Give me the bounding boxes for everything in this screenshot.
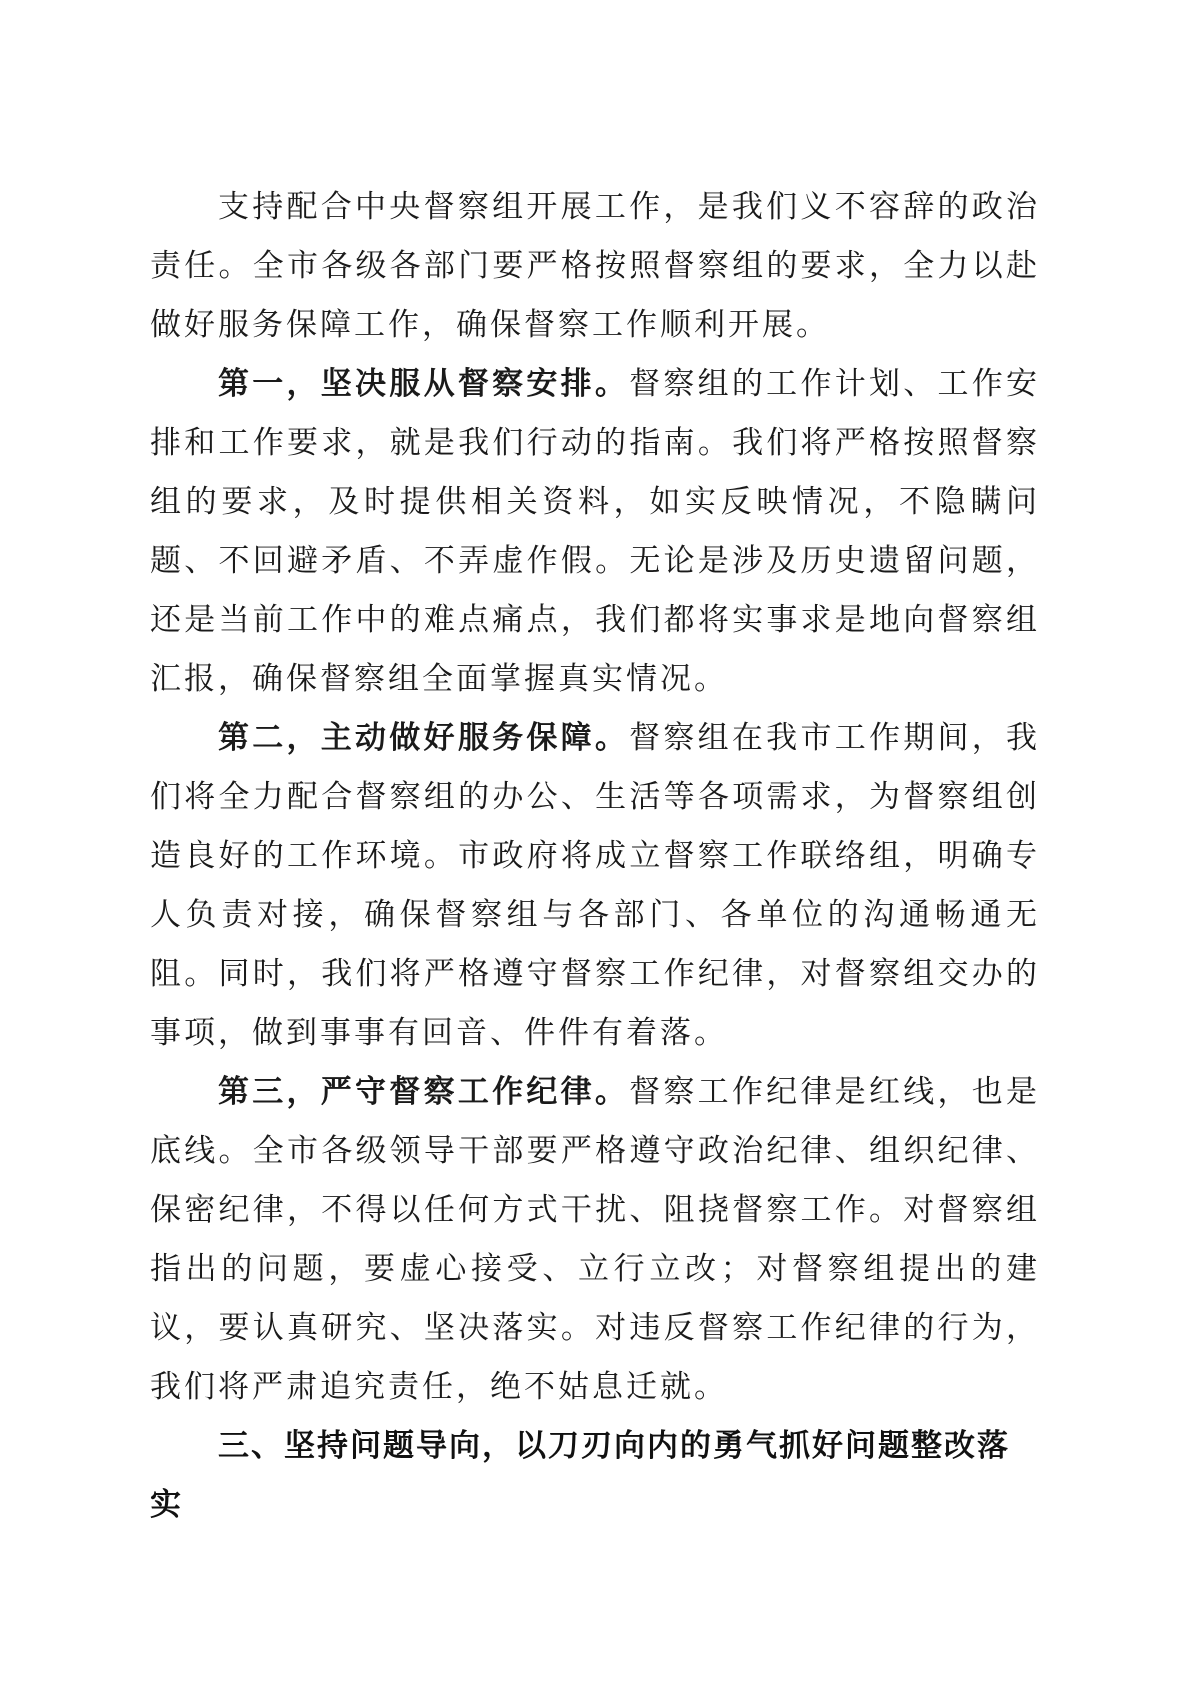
paragraph-third-lead: 第三，严守督察工作纪律。: [218, 1074, 630, 1110]
paragraph-first-text: 督察组的工作计划、工作安排和工作要求，就是我们行动的指南。我们将严格按照督察组的要求，及时提供相关资料，如实反映情况，不隐瞒问题、不回避矛盾、不弄虚作假。无论是涉及历史遗留问题，还是当前工作中的难点痛点，我们都将实事求是地向督察组汇报，确保督察组全面掌握真实情况。: [150, 366, 1041, 697]
paragraph-third: [150, 1063, 1040, 1417]
paragraph-first: [150, 355, 1040, 709]
paragraph-intro: [150, 178, 1040, 355]
paragraph-second-lead: 第二，主动做好服务保障。: [218, 720, 630, 756]
section-heading: 三、坚持问题导向，以刀刃向内的勇气抓好问题整改落实: [150, 1428, 1010, 1523]
paragraph-third-text: 督察工作纪律是红线，也是底线。全市各级领导干部要严格遵守政治纪律、组织纪律、保密纪律，不得以任何方式干扰、阻挠督察工作。对督察组指出的问题，要虚心接受、立行立改；对督察组提出的建议，要认真研究、坚决落实。对违反督察工作纪律的行为，我们将严肃追究责任，绝不姑息迁就。: [150, 1074, 1041, 1405]
paragraph-intro-text: 支持配合中央督察组开展工作，是我们义不容辞的政治责任。全市各级各部门要严格按照督察组的要求，全力以赴做好服务保障工作，确保督察工作顺利开展。: [150, 189, 1040, 343]
paragraph-second: [150, 709, 1040, 1063]
paragraph-first-lead: 第一，坚决服从督察安排。: [218, 366, 630, 402]
paragraph-second-text: 督察组在我市工作期间，我们将全力配合督察组的办公、生活等各项需求，为督察组创造良好的工作环境。市政府将成立督察工作联络组，明确专人负责对接，确保督察组与各部门、各单位的沟通畅通无阻。同时，我们将严格遵守督察工作纪律，对督察组交办的事项，做到事事有回音、件件有着落。: [150, 720, 1041, 1051]
document-body: [150, 178, 1040, 1535]
